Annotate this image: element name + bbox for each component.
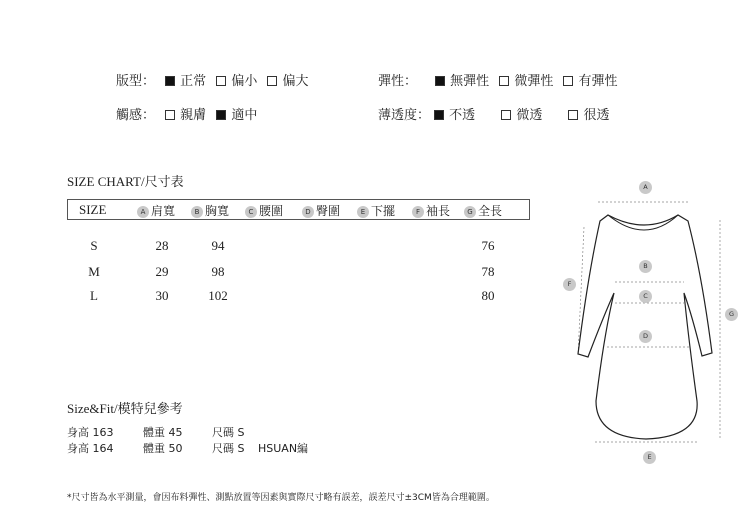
checkbox-empty-icon [568,110,578,120]
badge-f-icon: F [412,206,424,218]
transparency-option-slight: 微透 [501,104,542,123]
guide-f [578,227,584,355]
elasticity-option-none: 無彈性 [435,70,489,89]
model-1-height: 身高 163 [67,426,114,439]
row-s-length: 76 [481,238,495,253]
neckline [608,215,678,230]
badge-a-icon: A [137,206,149,218]
checkbox-filled-icon [434,110,444,120]
header-col-chest: B 胸寬 [191,202,229,219]
transparency-option-very: 很透 [568,104,609,123]
dress-diagram [560,175,750,470]
fit-option-small: 偏小 [216,70,257,89]
row-l-size: L [90,288,98,303]
label-d-icon: D [639,330,652,343]
model-2-size: 尺碼 S [212,442,245,455]
row-l-chest: 102 [208,288,228,303]
row-s-shoulder: 28 [155,238,169,253]
attr-fit-label: 版型： [116,74,156,89]
label-c-icon: C [639,290,652,303]
badge-d-icon: D [302,206,314,218]
label-e-icon: E [643,451,656,464]
header-col-hip: D 臀圍 [302,202,340,219]
model-1-weight: 體重 45 [143,426,183,439]
checkbox-filled-icon [165,76,175,86]
row-m-size: M [88,264,100,279]
attr-transparency [378,104,609,123]
header-col-shoulder: A 肩寬 [137,202,175,219]
badge-g-icon: G [464,206,476,218]
attr-touch [116,104,257,123]
row-s-chest: 94 [211,238,225,253]
attr-elasticity [378,70,617,89]
label-g-icon: G [725,308,738,321]
model-2-height: 身高 164 [67,442,114,455]
header-col-hem: E 下擺 [357,202,395,219]
model-2-weight: 體重 50 [143,442,183,455]
checkbox-filled-icon [435,76,445,86]
elasticity-option-yes: 有彈性 [563,70,617,89]
checkbox-empty-icon [216,76,226,86]
row-s-size: S [90,238,98,253]
header-size: SIZE [79,202,107,217]
checkbox-empty-icon [501,110,511,120]
row-m-shoulder: 29 [155,264,169,279]
header-col-sleeve: F 袖長 [412,202,450,219]
attr-elasticity-label: 彈性： [378,74,418,89]
label-b-icon: B [639,260,652,273]
checkbox-empty-icon [563,76,573,86]
attr-transparency-label: 薄透度： [378,108,431,123]
attr-fit [116,70,308,89]
transparency-option-none: 不透 [434,104,475,123]
header-col-waist: C 腰圍 [245,202,283,219]
label-a-icon: A [639,181,652,194]
size-chart-title: SIZE CHART/尺寸表 [67,174,184,190]
touch-option-moderate: 適中 [216,104,257,123]
touch-option-skin: 親膚 [165,104,206,123]
model-1-size: 尺碼 S [212,426,245,439]
badge-e-icon: E [357,206,369,218]
elasticity-option-slight: 微彈性 [499,70,553,89]
size-fit-title: Size&Fit/模特兒參考 [67,401,183,417]
row-l-length: 80 [481,288,495,303]
model-2-name: HSUAN編 [258,442,309,455]
checkbox-filled-icon [216,110,226,120]
label-f-icon: F [563,278,576,291]
header-col-length: G 全長 [464,202,502,219]
badge-b-icon: B [191,206,203,218]
dress-outline [578,215,712,439]
attr-touch-label: 觸感： [116,108,156,123]
measurement-note: *尺寸皆為水平測量，會因布料彈性、測點放置等因素與實際尺寸略有誤差，誤差尺寸±3CM皆為合理範圍。 [67,493,495,503]
row-m-chest: 98 [211,264,225,279]
row-m-length: 78 [481,264,495,279]
fit-option-normal: 正常 [165,70,206,89]
checkbox-empty-icon [499,76,509,86]
badge-c-icon: C [245,206,257,218]
fit-option-large: 偏大 [267,70,308,89]
checkbox-empty-icon [165,110,175,120]
checkbox-empty-icon [267,76,277,86]
row-l-shoulder: 30 [155,288,169,303]
